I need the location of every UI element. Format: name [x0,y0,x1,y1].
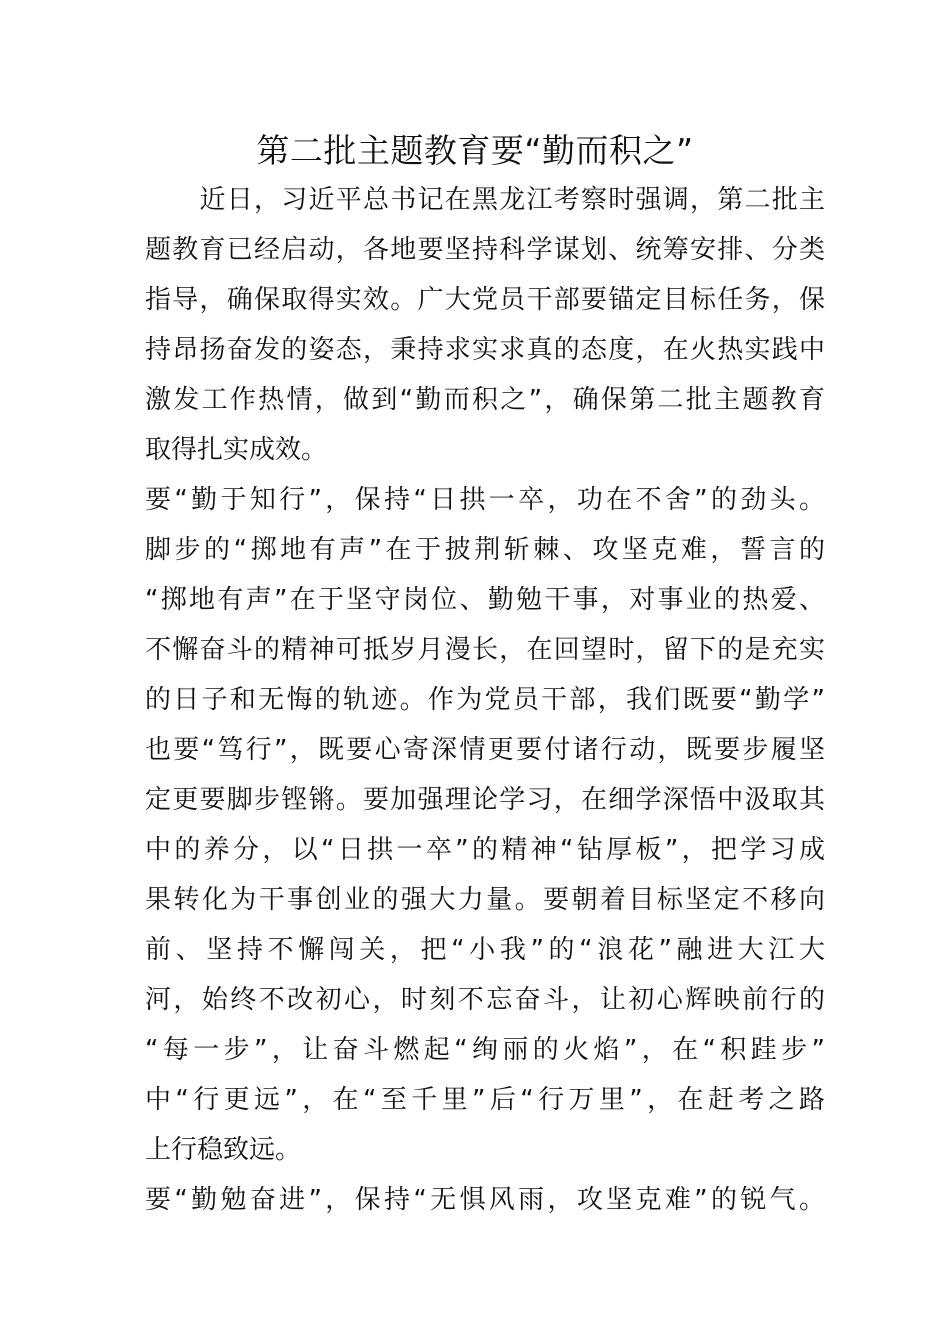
paragraph-line: 前、坚持不懈闯关，把“小我”的“浪花”融进大江大 [145,935,825,965]
paragraph-line: 要“勤勉奋进”，保持“无惧风雨，攻坚克难”的锐气。 [145,1185,825,1215]
paragraph-line: 也要“笃行”，既要心寄深情更要付诸行动，既要步履坚 [145,735,825,765]
paragraph-line: 不懈奋斗的精神可抵岁月漫长，在回望时，留下的是充实 [145,635,825,665]
paragraph-line: 指导，确保取得实效。广大党员干部要锚定目标任务，保 [145,285,825,315]
paragraph-line: 取得扎实成效。 [145,435,328,465]
paragraph-line: 中“行更远”，在“至千里”后“行万里”，在赶考之路 [145,1085,825,1115]
document-title: 第二批主题教育要“勤而积之” [256,131,694,170]
paragraph-line: 上行稳致远。 [145,1135,302,1165]
paragraph-line: 持昂扬奋发的姿态，秉持求实求真的态度，在火热实践中 [145,335,825,365]
paragraph-line: 近日，习近平总书记在黑龙江考察时强调，第二批主 [145,185,825,215]
paragraph-line: 定更要脚步铿锵。要加强理论学习，在细学深悟中汲取其 [145,785,825,815]
paragraph-line: 脚步的“掷地有声”在于披荆斩棘、攻坚克难，誓言的 [145,535,825,565]
paragraph-line: “每一步”，让奋斗燃起“绚丽的火焰”，在“积跬步” [145,1035,825,1065]
paragraph-line: 果转化为干事创业的强大力量。要朝着目标坚定不移向 [145,885,825,915]
paragraph-line: “掷地有声”在于坚守岗位、勤勉干事，对事业的热爱、 [145,585,825,615]
paragraph-line: 河，始终不改初心，时刻不忘奋斗，让初心辉映前行的 [145,985,825,1015]
paragraph-line: 题教育已经启动，各地要坚持科学谋划、统筹安排、分类 [145,235,825,265]
paragraph-line: 激发工作热情，做到“勤而积之”，确保第二批主题教育 [145,385,825,415]
paragraph-line: 中的养分，以“日拱一卒”的精神“钻厚板”，把学习成 [145,835,825,865]
paragraph-line: 的日子和无悔的轨迹。作为党员干部，我们既要“勤学” [145,685,825,715]
paragraph-line: 要“勤于知行”，保持“日拱一卒，功在不舍”的劲头。 [145,485,825,515]
